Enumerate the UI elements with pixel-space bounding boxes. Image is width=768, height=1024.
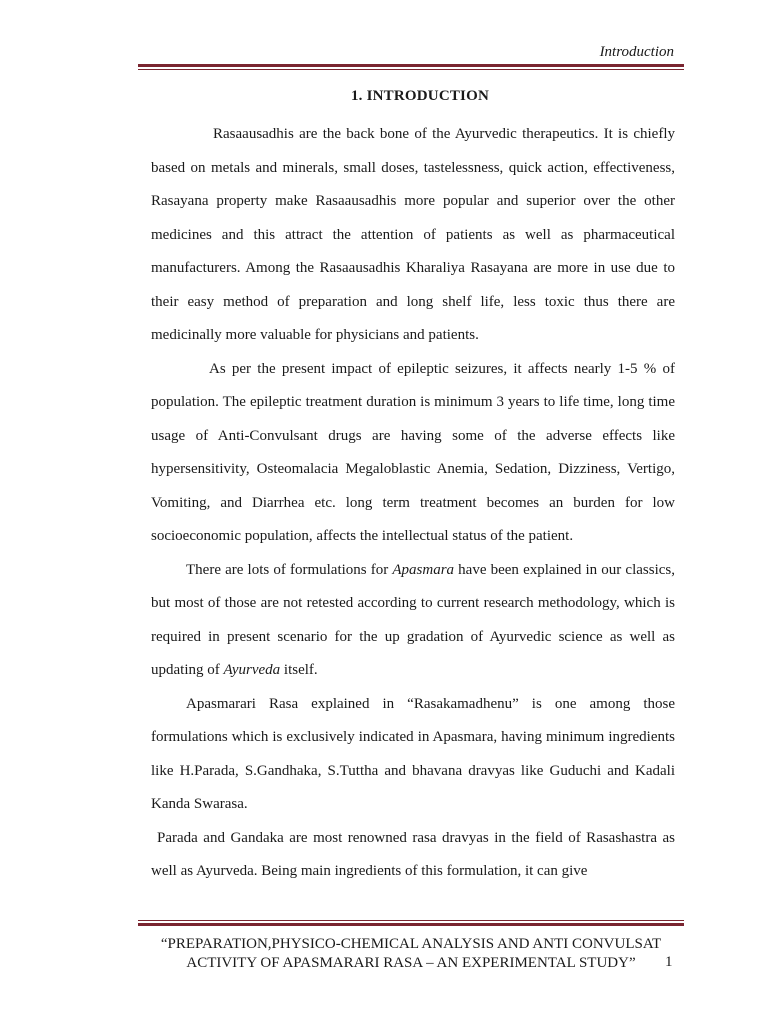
paragraph-3 bbox=[151, 554, 675, 688]
footer-rule-thick bbox=[138, 923, 684, 926]
header-rule-thin bbox=[138, 69, 684, 70]
running-header-title: Introduction bbox=[599, 44, 674, 60]
footer-rule-thin bbox=[138, 920, 684, 921]
footer-rule bbox=[138, 920, 684, 926]
section-heading: 1. INTRODUCTION bbox=[350, 88, 489, 104]
header-rule bbox=[138, 64, 684, 70]
paragraph-2: As per the present impact of epileptic seizures, it affects nearly 1-5 % of population. The epileptic treatment duration is minimum 3 years to life time, long time usage of Anti-Convulsant drugs are having some of the adverse effects like hypersensitivity, Osteomalacia Megaloblastic Anemia, Sedation, Dizziness, Vertigo, Vomiting, and Diarrhea etc. long term treatment becomes an burden for low socioeconomic population, affects the intellectual status of the patient. bbox=[151, 360, 675, 544]
paragraph-1: Rasaausadhis are the back bone of the Ayurvedic therapeutics. It is chiefly based on metals and minerals, small doses, tastelessness, quick action, effectiveness, Rasayana property make Rasaausadhis more popular and superior over the other medicines and this attract the attention of patients as well as pharmaceutical manufacturers. Among the Rasaausadhis Kharaliya Rasayana are more in use due to their easy method of preparation and long shelf life, less toxic thus there are medicinally more valuable for physicians and patients. bbox=[151, 126, 675, 343]
page-number: 1 bbox=[665, 954, 673, 970]
paragraph-5: Parada and Gandaka are most renowned rasa dravyas in the field of Rasashastra as well as Ayurveda. Being main ingredients of this formulation, it can give bbox=[151, 829, 675, 879]
paragraph-3-text-a: There are lots of formulations for bbox=[186, 561, 393, 578]
paragraph-3-text-b: have been explained in our classics, but most of those are not retested according to current research methodology, which is required in present scenario for the up gradation of Ayurvedic science as well as updating of bbox=[151, 561, 675, 678]
footer-title-line-1: “PREPARATION,PHYSICO-CHEMICAL ANALYSIS AND ANTI CONVULSAT bbox=[160, 936, 662, 952]
paragraph-3-text-c: itself. bbox=[280, 662, 318, 678]
footer-title-line-2: ACTIVITY OF APASMARARI RASA – AN EXPERIMENTAL STUDY” bbox=[186, 955, 636, 971]
paragraph-4: Apasmarari Rasa explained in “Rasakamadhenu” is one among those formulations which is exclusively indicated in Apasmara, having minimum ingredients like H.Parada, S.Gandhaka, S.Tuttha and bhavana dravyas like Guduchi and Kadali Kanda Swarasa. bbox=[151, 695, 675, 812]
header-rule-thick bbox=[138, 64, 684, 67]
paragraph-3-emphasis-ayurveda: Ayurveda bbox=[223, 662, 281, 678]
footer-title bbox=[138, 935, 684, 973]
paragraph-3-emphasis-apasmara: Apasmara bbox=[392, 561, 455, 578]
body-text bbox=[151, 118, 675, 889]
